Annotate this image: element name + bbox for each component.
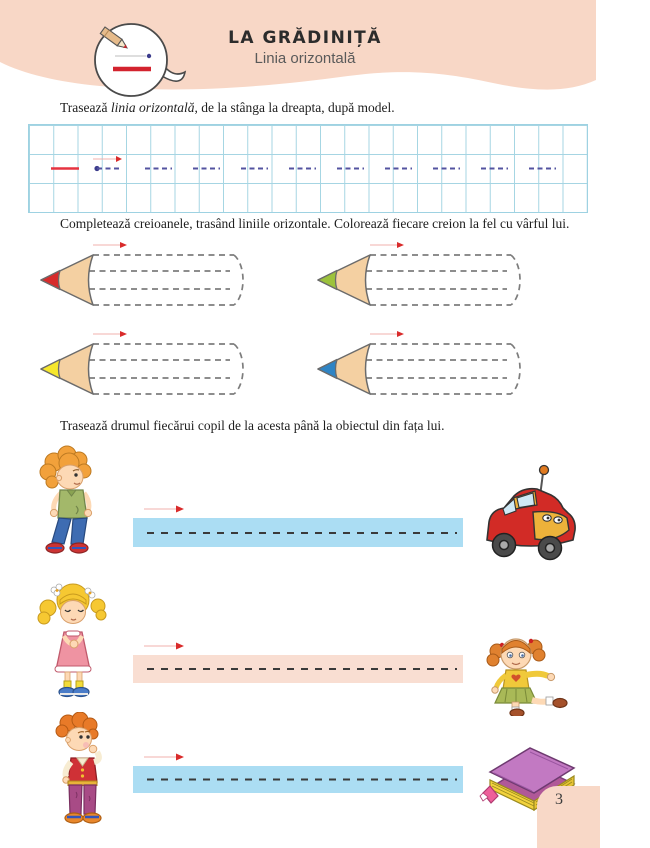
page-number: 3	[555, 791, 563, 808]
pencil-body-dashed[interactable]	[89, 344, 243, 394]
trace-band-row1[interactable]	[133, 518, 463, 547]
direction-arrow-icon	[370, 331, 404, 337]
pencil-tip	[318, 271, 337, 290]
boy-red-vest-illustration	[40, 712, 112, 828]
pencil-tip	[41, 360, 60, 379]
pencil-outline-green[interactable]	[315, 240, 530, 316]
toy-car-illustration	[477, 460, 579, 566]
direction-arrow-icon	[143, 504, 189, 514]
title-block	[170, 28, 440, 67]
boy-green-shirt-illustration	[24, 444, 106, 564]
pencil-tip	[318, 360, 337, 379]
rag-doll-illustration	[476, 624, 574, 716]
instruction-2: Completează creioanele, trasând liniile orizontale. Colorează fiecare creion la fel cu vârful lui.	[60, 216, 570, 231]
instruction-3: Trasează drumul fiecărui copil de la acesta până la obiectul din fața lui.	[60, 418, 445, 433]
direction-arrow-icon	[93, 331, 127, 337]
tracing-grid-marks	[29, 125, 587, 212]
pencil-outline-yellow[interactable]	[38, 329, 253, 405]
trace-band-row2[interactable]	[133, 655, 463, 683]
girl-pink-dress-illustration	[24, 578, 108, 706]
pencil-body-dashed[interactable]	[366, 255, 520, 305]
instruction-1-text-2: , de la stânga la dreapta, după model.	[194, 100, 395, 115]
page-number-box	[537, 786, 600, 848]
instruction-1-italic: linia orizontală	[110, 100, 195, 115]
page-subtitle: Linia orizontală	[254, 50, 356, 67]
instruction-1-text: Trasează	[60, 100, 111, 115]
direction-arrow-icon	[370, 242, 404, 248]
tracing-grid[interactable]	[28, 124, 588, 213]
direction-arrow-icon	[93, 242, 127, 248]
start-dot	[147, 54, 151, 58]
pencil-body-dashed[interactable]	[89, 255, 243, 305]
direction-arrow-icon	[143, 641, 189, 651]
pencil-tip	[41, 271, 60, 290]
pencil-body-dashed[interactable]	[366, 344, 520, 394]
pencil-outline-red[interactable]	[38, 240, 253, 316]
page-title: LA GRĂDINIȚĂ	[228, 28, 382, 48]
direction-arrow-icon	[143, 752, 189, 762]
trace-band-row3[interactable]	[133, 766, 463, 793]
instruction-1	[60, 100, 605, 117]
direction-arrow-icon	[116, 156, 122, 162]
pencil-outline-blue[interactable]	[315, 329, 530, 405]
